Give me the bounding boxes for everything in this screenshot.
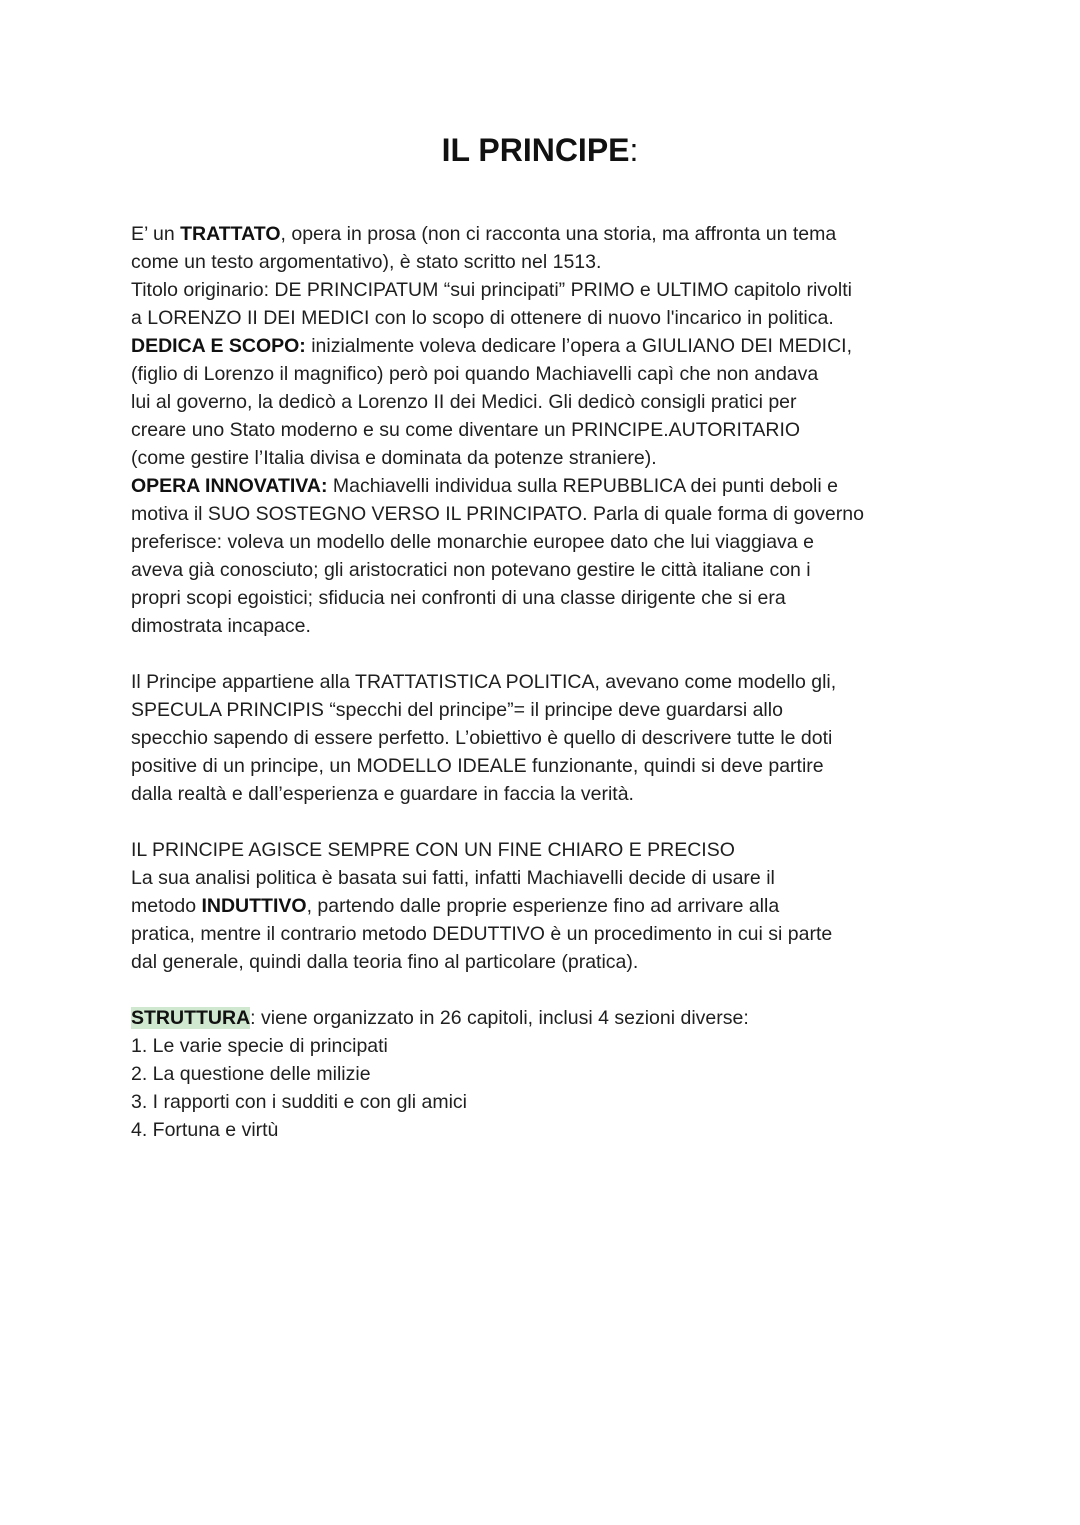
text-line: creare uno Stato moderno e su come diventare un PRINCIPE.AUTORITARIO xyxy=(131,419,801,441)
title-colon: : xyxy=(629,132,639,168)
page-title xyxy=(0,130,1080,170)
text-span: , opera in prosa (non ci racconta una storia, ma affronta un tema xyxy=(280,223,837,245)
paragraph-trattato xyxy=(131,220,961,640)
paragraph-trattatistica xyxy=(131,668,961,808)
text-line: pratica, mentre il contrario metodo DEDUTTIVO è un procedimento in cui si parte xyxy=(131,923,833,945)
text-line xyxy=(131,220,961,248)
text-line: (figlio di Lorenzo il magnifico) però poi quando Machiavelli capì che non andava xyxy=(131,363,819,385)
bold-term-induttivo: INDUTTIVO xyxy=(201,895,307,917)
text-line: (come gestire l’Italia divisa e dominata da potenze straniere). xyxy=(131,447,657,469)
paragraph-metodo xyxy=(131,836,961,976)
text-line: dal generale, quindi dalla teoria fino al particolare (pratica). xyxy=(131,951,639,973)
bold-heading-opera: OPERA INNOVATIVA: xyxy=(131,475,328,497)
text-line: Il Principe appartiene alla TRATTATISTICA POLITICA, avevano come modello gli, xyxy=(131,671,837,693)
text-span: : viene organizzato in 26 capitoli, inclusi 4 sezioni diverse: xyxy=(250,1007,749,1029)
text-line: motiva il SUO SOSTEGNO VERSO IL PRINCIPATO. Parla di quale forma di governo xyxy=(131,503,864,525)
text-span: metodo xyxy=(131,895,202,917)
text-span: , partendo dalle proprie esperienze fino ad arrivare alla xyxy=(306,895,780,917)
text-line: IL PRINCIPE AGISCE SEMPRE CON UN FINE CHIARO E PRECISO xyxy=(131,839,735,861)
title-text: IL PRINCIPE xyxy=(441,132,630,168)
bold-heading-dedica: DEDICA E SCOPO: xyxy=(131,335,306,357)
text-line: a LORENZO II DEI MEDICI con lo scopo di ottenere di nuovo l'incarico in politica. xyxy=(131,307,834,329)
list-item: 1. Le varie specie di principati xyxy=(131,1035,388,1057)
text-span: E’ un xyxy=(131,223,181,245)
text-line: preferisce: voleva un modello delle monarchie europee dato che lui viaggiava e xyxy=(131,531,814,553)
text-line: positive di un principe, un MODELLO IDEALE funzionante, quindi si deve partire xyxy=(131,755,824,777)
text-line xyxy=(131,1004,961,1032)
paragraph-struttura xyxy=(131,1004,961,1144)
text-line: come un testo argomentativo), è stato scritto nel 1513. xyxy=(131,251,602,273)
text-line: La sua analisi politica è basata sui fatti, infatti Machiavelli decide di usare il xyxy=(131,867,775,889)
text-line: specchio sapendo di essere perfetto. L’obiettivo è quello di descrivere tutte le doti xyxy=(131,727,833,749)
text-line: dimostrata incapace. xyxy=(131,615,311,637)
text-span: inizialmente voleva dedicare l’opera a GIULIANO DEI MEDICI, xyxy=(305,335,853,357)
text-line xyxy=(131,472,961,500)
paragraph-gap xyxy=(131,808,961,836)
list-item: 4. Fortuna e virtù xyxy=(131,1119,279,1141)
text-line: lui al governo, la dedicò a Lorenzo II dei Medici. Gli dedicò consigli pratici per xyxy=(131,391,797,413)
list-item: 3. I rapporti con i sudditi e con gli amici xyxy=(131,1091,467,1113)
paragraph-gap xyxy=(131,976,961,1004)
list-item: 2. La questione delle milizie xyxy=(131,1063,371,1085)
bold-term-trattato: TRATTATO xyxy=(180,223,281,245)
document-body xyxy=(131,220,961,1144)
paragraph-gap xyxy=(131,640,961,668)
text-line: propri scopi egoistici; sfiducia nei confronti di una classe dirigente che si era xyxy=(131,587,786,609)
text-line xyxy=(131,332,961,360)
text-line: SPECULA PRINCIPIS “specchi del principe”= il principe deve guardarsi allo xyxy=(131,699,783,721)
text-line: aveva già conosciuto; gli aristocratici non potevano gestire le città italiane con i xyxy=(131,559,811,581)
text-span: Machiavelli individua sulla REPUBBLICA dei punti deboli e xyxy=(327,475,838,497)
text-line: dalla realtà e dall’esperienza e guardare in faccia la verità. xyxy=(131,783,634,805)
text-line xyxy=(131,892,961,920)
text-line: Titolo originario: DE PRINCIPATUM “sui principati” PRIMO e ULTIMO capitolo rivolti xyxy=(131,279,852,301)
highlighted-heading-struttura: STRUTTURA xyxy=(131,1007,251,1029)
